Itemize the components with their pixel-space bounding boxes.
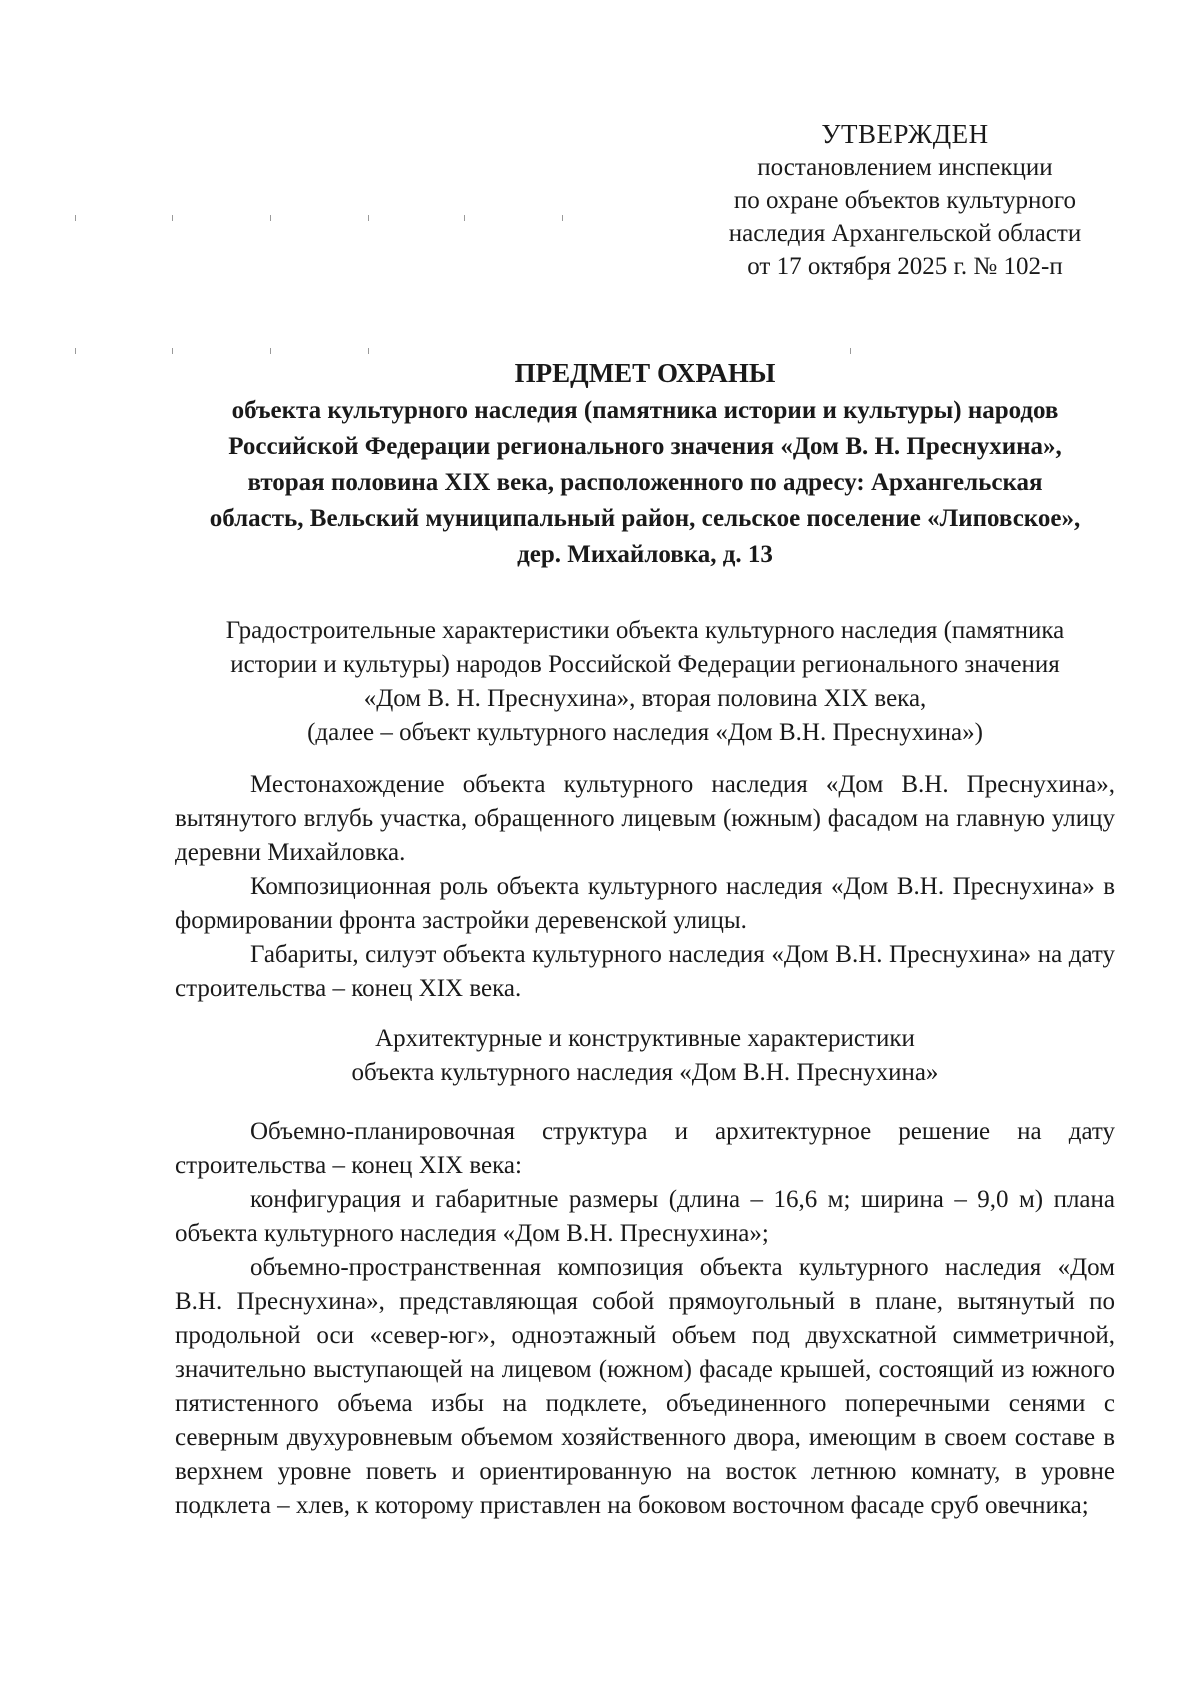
- heading-line: истории и культуры) народов Российской Федерации регионального значения: [230, 651, 1060, 678]
- heading-line: объекта культурного наследия «Дом В.Н. Преснухина»: [351, 1059, 939, 1086]
- title-line: Российской Федерации регионального значения «Дом В. Н. Преснухина»,: [228, 433, 1062, 460]
- paragraph-text: объемно-пространственная композиция объекта культурного наследия «Дом В.Н. Преснухина», представляющая собой прямоугольный в плане, вытянутый по продольной оси «север-юг», одноэтажный объем под двухскатной симметричной, значительно выступающей на лицевом (южном) фасаде крышей, состоящий из южного пятистенного объема избы на подклете, объединенного поперечными сенями с северным двухуровневым объемом хозяйственного двора, имеющим в своем составе в верхнем уровне поветь и ориентированную на восток летнюю комнату, в уровне подклета – хлев, к которому приставлен на боковом восточном фасаде сруб овечника;: [175, 1254, 1115, 1519]
- heading-line: (далее – объект культурного наследия «Дом В.Н. Преснухина»): [307, 719, 983, 746]
- scan-mark: [172, 348, 173, 354]
- scan-mark: [75, 348, 76, 354]
- paragraph-text: Местонахождение объекта культурного наследия «Дом В.Н. Преснухина», вытянутого вглубь участка, обращенного лицевым (южным) фасадом на главную улицу деревни Михайловка.: [175, 771, 1115, 866]
- scan-mark: [562, 215, 563, 221]
- approval-line: по охране объектов культурного: [733, 187, 1077, 214]
- scan-mark: [368, 348, 369, 354]
- paragraph-text: Композиционная роль объекта культурного наследия «Дом В.Н. Преснухина» в формировании фронта застройки деревенской улицы.: [175, 873, 1115, 934]
- heading-line: Архитектурные и конструктивные характеристики: [375, 1025, 915, 1052]
- paragraph-structure: [175, 1115, 1115, 1183]
- title-line: область, Вельский муниципальный район, сельское поселение «Липовское»,: [209, 505, 1081, 532]
- approval-date-number: от 17 октября 2025 г. № 102-п: [747, 253, 1063, 280]
- paragraph-dimensions-silhouette: [175, 938, 1115, 1006]
- paragraph-text: Габариты, силуэт объекта культурного наследия «Дом В.Н. Преснухина» на дату строительства – конец XIX века.: [175, 941, 1115, 1002]
- section-heading-architecture: [160, 1022, 1130, 1090]
- heading-line: Градостроительные характеристики объекта культурного наследия (памятника: [225, 617, 1065, 644]
- scan-mark: [850, 348, 851, 354]
- document-title: ПРЕДМЕТ ОХРАНЫ: [514, 358, 776, 388]
- approval-line: постановлением инспекции: [757, 154, 1053, 181]
- approval-stamp-block: [690, 118, 1120, 283]
- document-title-block: [160, 355, 1130, 573]
- title-line: дер. Михайловка, д. 13: [517, 541, 773, 568]
- section-heading-urban-planning: [160, 614, 1130, 750]
- heading-line: «Дом В. Н. Преснухина», вторая половина XIX века,: [363, 685, 927, 712]
- paragraph-location: [175, 768, 1115, 870]
- title-line: вторая половина XIX века, расположенного по адресу: Архангельская: [247, 469, 1043, 496]
- scan-mark: [75, 215, 76, 221]
- scan-mark: [464, 215, 465, 221]
- approval-line: наследия Архангельской области: [728, 220, 1082, 247]
- scan-mark: [270, 215, 271, 221]
- paragraph-volume-composition: [175, 1251, 1115, 1523]
- paragraph-configuration: [175, 1183, 1115, 1251]
- paragraph-text: конфигурация и габаритные размеры (длина – 16,6 м; ширина – 9,0 м) плана объекта культурного наследия «Дом В.Н. Преснухина»;: [175, 1186, 1115, 1247]
- scan-mark: [270, 348, 271, 354]
- scan-mark: [172, 215, 173, 221]
- paragraph-composition-role: [175, 870, 1115, 938]
- paragraph-text: Объемно-планировочная структура и архитектурное решение на дату строительства – конец XIX века:: [175, 1118, 1115, 1179]
- approved-label: УТВЕРЖДЕН: [821, 119, 989, 149]
- scan-mark: [368, 215, 369, 221]
- title-line: объекта культурного наследия (памятника истории и культуры) народов: [231, 397, 1059, 424]
